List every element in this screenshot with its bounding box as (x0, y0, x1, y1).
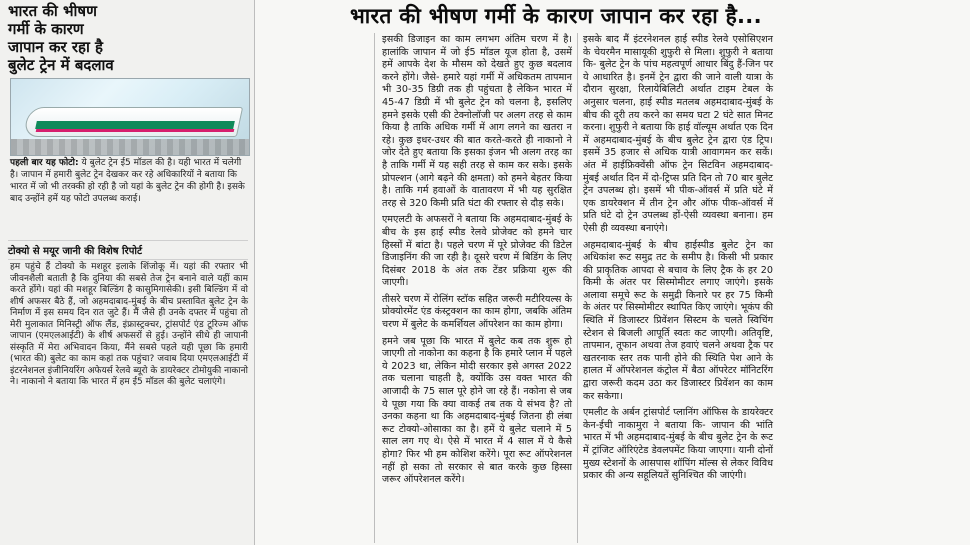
article-column-2 (583, 34, 773, 487)
sidebar-headline-line: जापान कर रहा है (8, 38, 104, 56)
sidebar-headline (8, 2, 246, 74)
article-column-1 (382, 34, 572, 491)
photo-caption-text: ये बुलेट ट्रेन ई5 मॉडल की है। यही भारत में चलेगी है। जापान में हमारी बुलेट ट्रेन देखकर कर रहे अधिकारियों ने बताया कि भारत में जो भी तरक्की हो रही है जो यहां के बुलेट ट्रेन की होगी है। इसके बाद उन्होंने हमें यह फोटो उपलब्ध कराई। (10, 158, 245, 204)
column-divider (374, 33, 375, 543)
column-divider (577, 33, 578, 543)
train-pink-stripe (36, 129, 235, 132)
sidebar-headline-line: भारत की भीषण (8, 2, 97, 20)
railway-track (11, 139, 249, 155)
article-paragraph: इसकी डिजाइन का काम लगभग अंतिम चरण में है। हालांकि जापान में जो ई5 मॉडल यूज होता है, उसमें हमें आपके देश के मौसम को देखते हुए कुछ बदलाव करने होंगे। जैसे- हमारे यहां गर्मी में अधिकतम तापमान भी 30-35 डिग्री तक ही पहुंचता है लेकिन भारत में 45-47 डिग्री में भी बुलेट ट्रेन को चलना है, इसलिए हमने इसके एसी की टेक्नोलॉजी पर अलग तरह से काम किया है ताकि अधिक गर्मी में आग लगने का खतरा न रहे। कुछ इधर-उधर की बात करते-करते ही नाकानो ने जोर देते हुए बताया कि इसका इंजन भी अलग तरह का है ताकि गर्मी में यह सही तरह से काम कर सके। इसके प्रोपल्शन (आगे बढ़ने की क्षमता) को हमने बेहतर किया है। ताकि गर्म हवाओं के वातावरण में भी यह सुरक्षित तरह से 320 किमी प्रति घंटा की रफ्तार से दौड़ सके। (382, 34, 572, 209)
train-green-stripe (35, 121, 235, 129)
sidebar-headline-line: बुलेट ट्रेन में बदलाव (8, 56, 114, 74)
photo-caption-prefix: पहली बार यह फोटो: (10, 158, 79, 168)
article-paragraph: इसके बाद मैं इंटरनेशनल हाई स्पीड रेलवे एसोसिएशन के चेयरमैन मासायूकी शुफुरी से मिला। शुफुरी ने बताया कि- बुलेट ट्रेन के पांच महत्वपूर्ण आधार बिंदु हैं-जिन पर ये आधारित है। इनमें ट्रेन द्वारा की जाने वाली यात्रा के दौरान सुरक्षा, रिलायेबिलिटी अर्थात टाइम टेबल के अनुसार चलना, हाई स्पीड मतलब अहमदाबाद-मुंबई के बीच की दूरी तय करने का समय घटा 2 घंटे सात मिनट करना। शुफुरी ने बताया कि हाई वॉल्यूम अर्थात एक दिन में अहमदाबाद-मुंबई के बीच बुलेट ट्रेन द्वारा एंड ट्रिप। इसमें 35 हजार से अधिक यात्री आवागमन कर सकें। अंत में हाईफ्रिक्वेंसी ऑफ ट्रेन सिटविन अहमदाबाद-मुंबई अर्थात दिन में दो-ट्रिप्स प्रति दिन तो 70 बार बुलेट ट्रेन उपलब्ध हो। इसमें भी पीक-ऑवर्स में प्रति घंटे में एक डायरेक्शन में तीन ट्रेन और ऑफ पीक-ऑवर्स में प्रति घंटे दो ट्रेन उपलब्ध हों-ऐसी व्यवस्था बनाना। हम ऐसी ही व्यवस्था बनाएंगे। (583, 34, 773, 234)
article-paragraph: अहमदाबाद-मुंबई के बीच हाईस्पीड बुलेट ट्रेन का अधिकांश रूट समुद्र तट के समीप है। किसी भी प्रकार की प्राकृतिक आपदा से बचाव के लिए ट्रैक के हर 20 किमी के अंतर पर सिस्मोमीटर लगाए जाएंगे। इसके अलावा समूचे रूट के समुद्री किनारे पर हर 75 किमी के अंतर पर सिस्मोमीटर स्थापित किए जाएंगे। भूकंप की स्थिति में डिजास्टर प्रिवेंशन सिस्टम के चलते स्विचिंग स्टेशन से बिजली आपूर्ति स्वतः कट जाएगी। अतिवृष्टि, तापमान, तूफान अथवा तेज हवाएं चलने अथवा ट्रैक पर खतरनाक स्तर तक पानी होने की स्थिति पेश आने के हालत में ऑपरेशनल कंट्रोल में बैठा ऑपरेटर मॉनिटरिंग द्वारा जरूरी कदम उठा कर डिजास्टर प्रिवेंशन का काम कर सकेगा। (583, 239, 773, 402)
sidebar-headline-line: गर्मी के कारण (8, 20, 84, 38)
bullet-train-photo (10, 78, 250, 156)
sidebar-article-text: हम पहुंचे हैं टोक्यो के मशहूर इलाके शिंजोकू में। यहां की रफ्तार भी जीवनशैली बताती है कि दुनिया की सबसे तेज ट्रेन बनाने वाले यहीं काम करते होंगे। यहां की मशहूर बिल्डिंग है कासुमिगासेकी। इसी बिल्डिंग में वो शीर्ष अफसर बैठे हैं, जो अहमदाबाद-मुंबई के बीच प्रस्तावित बुलेट ट्रेन के निर्माण में इस समय दिन रात जुटे हैं। मैं जैसे ही उनके दफ्तर में पहुंचा तो मेरी मुलाकात मिनिस्ट्री ऑफ लैंड, इंफ्रास्ट्रक्चर, ट्रांसपोर्ट एंड टूरिज्म ऑफ जापान (एमएलआईटी) के शीर्ष अफसरों से हुई। उन्होंने सीधे ही जापानी संस्कृति में मेरा अभिवादन किया, मैंने सबसे पहले यही पूछा कि हमारी (भारत की) बुलेट का काम कहां तक पहुंचा? जवाब दिया एमएलआईटी में इंटरनेशनल इंजीनियरिंग अफेयर्स रेलवे ब्यूरो के डायरेक्टर टोमोयुकी नाकानो ने। नाकानो ने बताया कि भारत में हम ई5 मॉडल की बुलेट चलाएंगे। (10, 262, 248, 387)
report-byline: टोक्यो से मयूर जानी की विशेष रिपोर्ट (8, 240, 248, 260)
photo-caption (10, 157, 248, 205)
article-paragraph: एमएलटी के अफसरों ने बताया कि अहमदाबाद-मुंबई के बीच के इस हाई स्पीड रेलवे प्रोजेक्ट को हमने चार हिस्सों में बांटा है। पहले चरण में पूरे प्रोजेक्ट की डिटेल डिजाइनिंग की जा रही है। दूसरे चरण में बिडिंग के लिए दिसंबर 2018 के अंत तक टेंडर प्रक्रिया शुरू की जाएगी। (382, 214, 572, 289)
article-paragraph: तीसरे चरण में रोलिंग स्टॉक सहित जरूरी मटीरियल्स के प्रोक्योरमेंट एंड कंस्ट्रक्शन का काम होगा, जबकि अंतिम चरण में बुलेट के कमर्शियल ऑपरेशन का काम होगा। (382, 293, 572, 331)
article-paragraph: हमने जब पूछा कि भारत में बुलेट कब तक शुरू हो जाएगी तो नाकोना का कहना है कि हमारे प्लान में पहले ये 2023 था, लेकिन मोदी सरकार इसे अगस्त 2022 तक चलाना चाहती है, क्योंकि उस वक्त भारत की आजादी के 75 साल पूरे होने जा रहे हैं। नकोना से जब ये पूछा गया कि क्या वाकई तब तक ये संभव है? तो उनका कहना था कि अहमदाबाद-मुंबई जितना ही लंबा रूट टोक्यो-ओसाका का है। हमें ये बुलेट चलाने में 5 साल लग गए थे। ऐसे में भारत में 4 साल में ये कैसे होगा? फिर भी हम कोशिश करेंगे। पूरा रूट ऑपरेशनल नहीं हो सका तो सरकार से बात करके कुछ हिस्सा जरूर ऑपरेशनल करेंगे। (382, 335, 572, 486)
sidebar-panel (0, 0, 255, 545)
article-paragraph: एमलीट के अर्बन ट्रांसपोर्ट प्लानिंग ऑफिस के डायरेक्टर केन-ईची नाकामुरा ने बताया कि- जापान की भांति भारत में भी अहमदाबाद-मुंबई के बीच बुलेट ट्रेन के रूट में ट्रांजिट ऑरिएंटेड डेवलपमेंट किया जाएगा। यानी दोनों मुख्य स्टेशनों के आसपास शॉपिंग मॉल्स से लेकर विविध प्रकार की अन्य सहूलियतें सुनिश्चित की जाएंगी। (583, 407, 773, 482)
main-headline: भारत की भीषण गर्मी के कारण जापान कर रहा है... (350, 4, 762, 28)
